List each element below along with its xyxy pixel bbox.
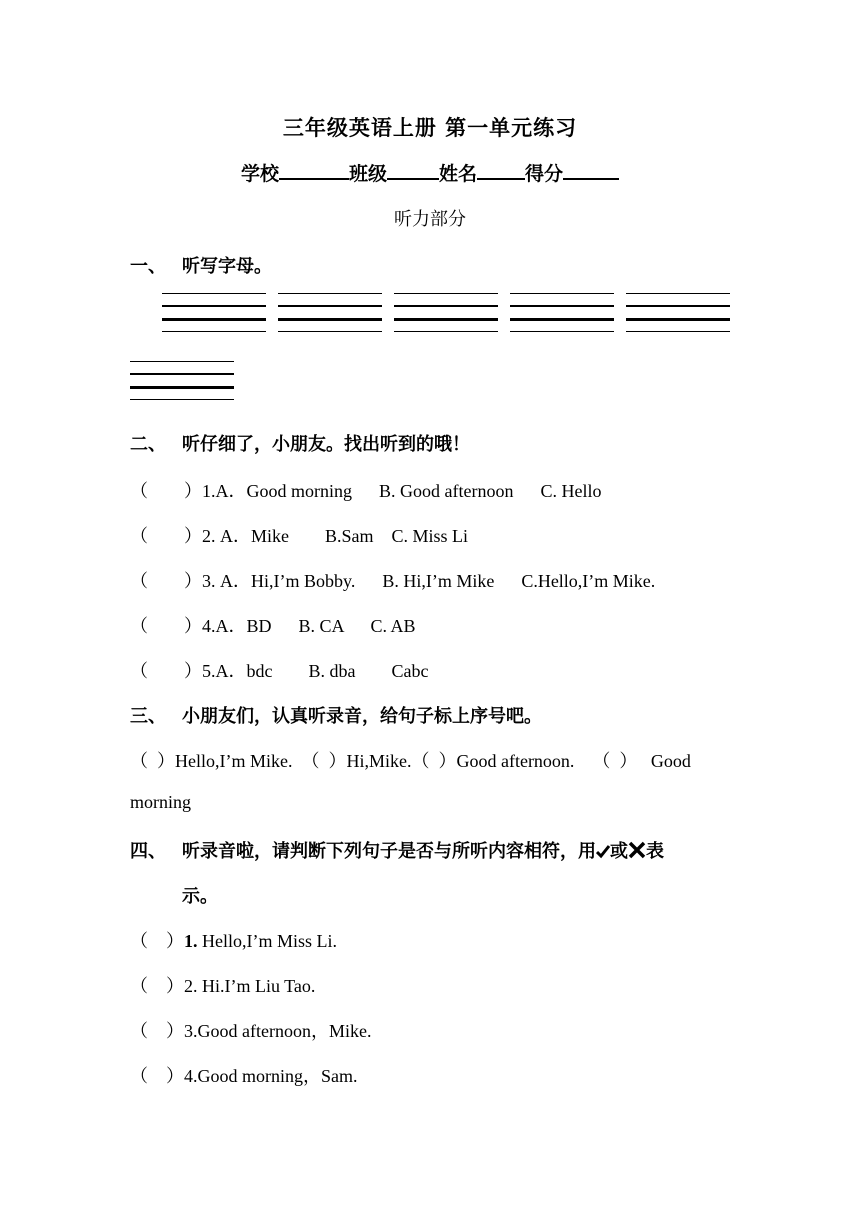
- question-text: 5.A．bdc B. dba Cabc: [202, 661, 429, 681]
- section-text: 听仔细了，小朋友。找出听到的哦！: [182, 434, 470, 455]
- section-number: 三、: [130, 706, 166, 727]
- judge-item: [130, 1017, 371, 1043]
- section-number: 一、: [130, 256, 166, 277]
- section-2-heading: [130, 430, 470, 456]
- writing-lines[interactable]: [510, 293, 614, 333]
- student-info-line: [0, 159, 860, 186]
- section-4-heading-continued: 示。: [182, 886, 218, 907]
- school-blank[interactable]: [279, 160, 349, 180]
- ordering-line-continued: morning: [130, 792, 191, 812]
- question-text: 1.A．Good morning B. Good afternoon C. Hello: [202, 481, 602, 501]
- question-item: [130, 522, 468, 548]
- judge-text: Hello,I’m Miss Li.: [197, 931, 337, 951]
- page-title: 三年级英语上册 第一单元练习: [282, 115, 578, 140]
- writing-lines[interactable]: [162, 293, 266, 333]
- name-blank[interactable]: [477, 160, 525, 180]
- answer-bracket[interactable]: （ ）: [130, 1021, 184, 1041]
- judge-text: 2. Hi.I’m Liu Tao.: [184, 976, 316, 996]
- section-text: 听写字母。: [182, 256, 272, 277]
- answer-bracket[interactable]: （ ）: [130, 661, 202, 681]
- question-item: [130, 567, 655, 593]
- writing-lines[interactable]: [626, 293, 730, 333]
- question-text: 4.A．BD B. CA C. AB: [202, 616, 416, 636]
- answer-bracket[interactable]: （ ）: [130, 616, 202, 636]
- score-blank[interactable]: [563, 160, 619, 180]
- section-4-heading: [130, 837, 664, 864]
- judge-item: [130, 927, 337, 953]
- section-text-end: 表: [646, 841, 664, 862]
- judge-text: 4.Good morning，Sam.: [184, 1066, 358, 1086]
- question-item: [130, 612, 416, 638]
- class-blank[interactable]: [387, 160, 439, 180]
- school-label: 学校: [240, 163, 279, 185]
- or-text: 或: [610, 841, 628, 862]
- answer-bracket[interactable]: （ ）: [130, 481, 202, 501]
- score-label: 得分: [525, 163, 564, 185]
- section-1-heading: [130, 252, 272, 278]
- answer-bracket[interactable]: （ ）: [130, 571, 202, 591]
- question-item: [130, 477, 601, 503]
- section-number: 四、: [130, 841, 166, 862]
- section-text: 小朋友们，认真听录音，给句子标上序号吧。: [182, 706, 542, 727]
- writing-lines[interactable]: [278, 293, 382, 333]
- answer-bracket[interactable]: （ ）: [130, 526, 202, 546]
- cross-icon: [628, 841, 646, 864]
- writing-lines[interactable]: [130, 361, 234, 401]
- answer-bracket[interactable]: （ ）: [130, 976, 184, 996]
- name-label: 姓名: [439, 163, 478, 185]
- ordering-line[interactable]: （ ）Hello,I’m Mike. （ ）Hi,Mike.（ ）Good afternoon. （ ） Good: [130, 751, 691, 771]
- question-text: 3. A．Hi,I’m Bobby. B. Hi,I’m Mike C.Hello,I’m Mike.: [202, 571, 656, 591]
- section-3-heading: [130, 702, 542, 728]
- judge-item: [130, 1062, 358, 1088]
- writing-lines[interactable]: [394, 293, 498, 333]
- section-number: 二、: [130, 434, 166, 455]
- answer-bracket[interactable]: （ ）: [130, 931, 184, 951]
- item-number: 1.: [184, 931, 198, 951]
- check-icon: [596, 843, 610, 864]
- listening-section-title: 听力部分: [394, 209, 466, 230]
- class-label: 班级: [348, 163, 387, 185]
- judge-item: [130, 972, 315, 998]
- answer-bracket[interactable]: （ ）: [130, 1066, 184, 1086]
- question-text: 2. A．Mike B.Sam C. Miss Li: [202, 526, 469, 546]
- question-item: [130, 657, 428, 683]
- judge-text: 3.Good afternoon，Mike.: [184, 1021, 372, 1041]
- section-text: 听录音啦，请判断下列句子是否与所听内容相符，用: [182, 841, 596, 862]
